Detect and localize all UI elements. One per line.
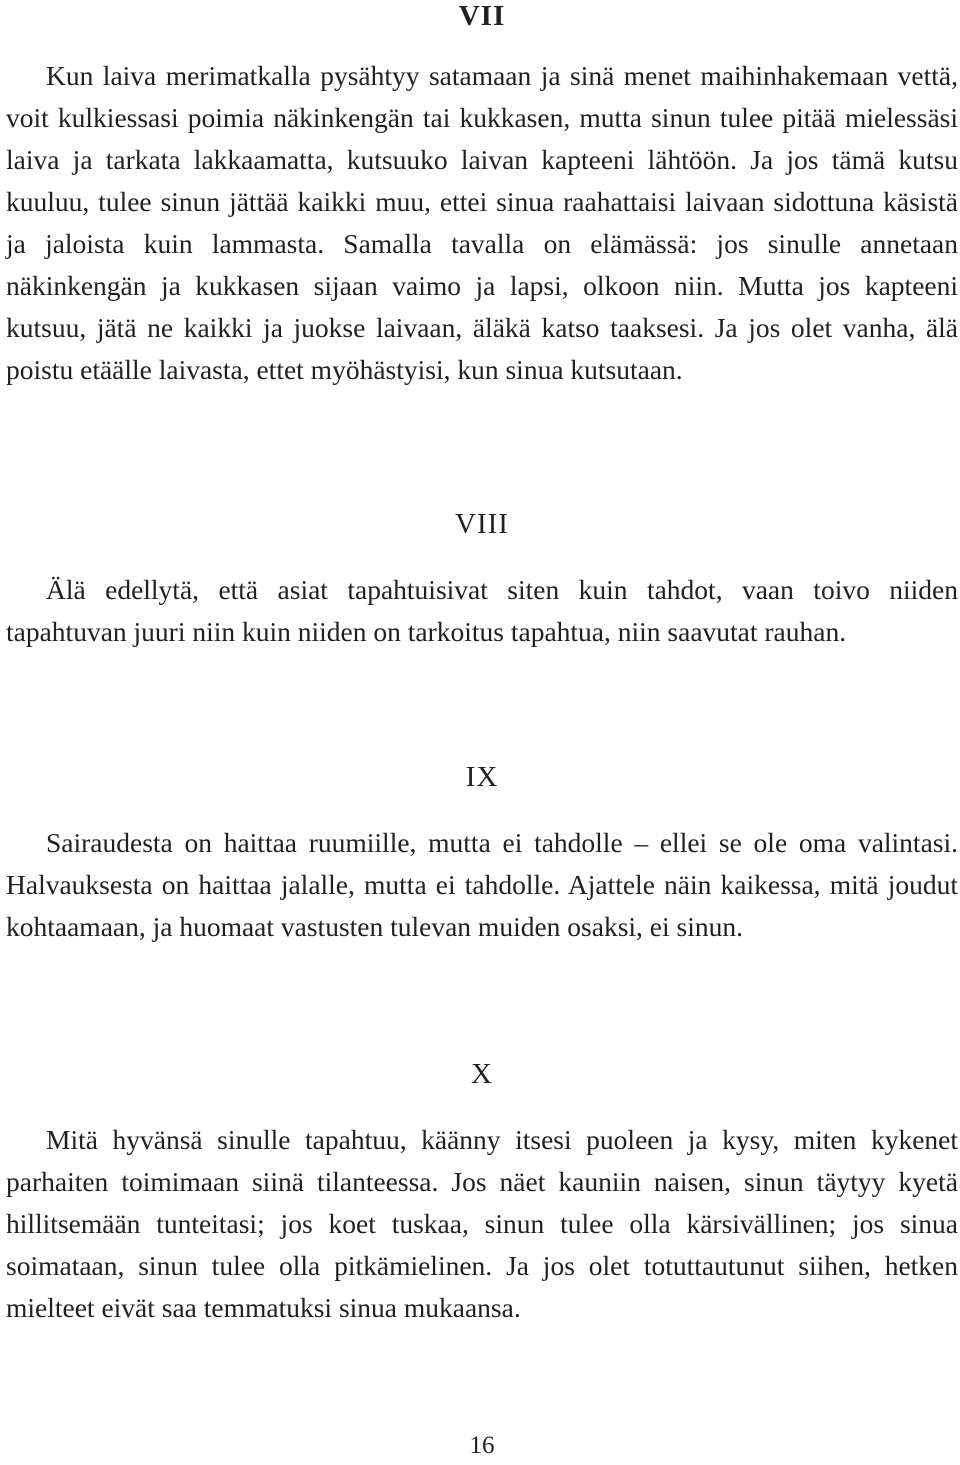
section-heading-ix: IX [465, 761, 499, 793]
section-text-viii: Älä edellytä, että asiat tapahtuisivat siten kuin tahdot, vaan toivo niiden tapahtuvan juuri niin kuin niiden on tarkoitus tapahtua, niin saavutat rauhan. [6, 574, 958, 647]
section-heading-vii: VII [458, 0, 506, 32]
section-text-x: Mitä hyvänsä sinulle tapahtuu, käänny itsesi puoleen ja kysy, miten kykenet parhaiten toimimaan siinä tilanteessa. Jos näet kauniin naisen, sinun täytyy kyetä hillitsemään tunteitasi; jos koet tuskaa, sinun tulee olla kärsivällinen; jos sinua soimataan, sinun tulee olla pitkämielinen. Ja jos olet totuttautunut siihen, hetken mielteet eivät saa temmatuksi sinua mukaansa. [6, 1124, 958, 1323]
page-number: 16 [469, 1432, 495, 1459]
section-text-ix: Sairaudesta on haittaa ruumiille, mutta ei tahdolle – ellei se ole oma valintasi. Halvauksesta on haittaa jalalle, mutta ei tahdolle. Ajattele näin kaikessa, mitä joudut kohtaamaan, ja huomaat vastusten tulevan muiden osaksi, ei sinun. [6, 827, 958, 942]
section-heading-viii: VIII [455, 508, 509, 540]
book-page [6, 0, 958, 1465]
section-text-vii: Kun laiva merimatkalla pysähtyy satamaan ja sinä menet maihinhakemaan vettä, voit kulkiessasi poimia näkinkengän tai kukkasen, mutta sinun tulee pitää mielessäsi laiva ja tarkata lakkaamatta, kutsuuko laivan kapteeni lähtöön. Ja jos tämä kutsu kuuluu, tulee sinun jättää kaikki muu, ettei sinua raahattaisi laivaan sidottuna käsistä ja jaloista kuin lammasta. Samalla tavalla on elämässä: jos sinulle annetaan näkinkengän ja kukkasen sijaan vaimo ja lapsi, olkoon niin. Mutta jos kapteeni kutsuu, jätä ne kaikki ja juokse laivaan, äläkä katso taaksesi. Ja jos olet vanha, älä poistu etäälle laivasta, ettet myöhästyisi, kun sinua kutsutaan. [6, 60, 958, 385]
section-heading-x: X [471, 1058, 493, 1090]
